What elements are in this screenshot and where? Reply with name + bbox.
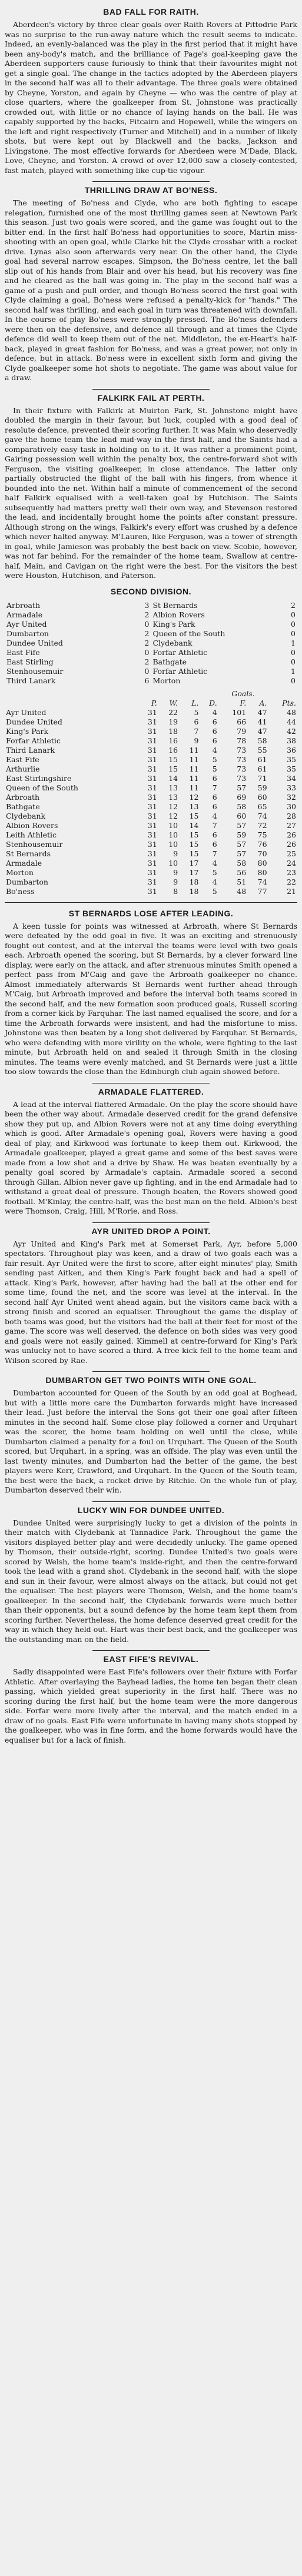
- home-team: Dundee United: [6, 638, 63, 647]
- header-p: P.: [151, 698, 157, 707]
- league-cell-d: 4: [212, 858, 217, 867]
- league-cell-pts: 36: [287, 745, 296, 754]
- league-cell-w: 13: [168, 783, 178, 792]
- home-score: 2: [144, 657, 150, 666]
- league-cell-a: 55: [257, 745, 267, 754]
- away-team: Albion Rovers: [152, 610, 205, 619]
- league-cell-f: 73: [237, 764, 247, 773]
- home-score: 6: [144, 676, 150, 685]
- league-cell-l: 14: [189, 820, 199, 830]
- home-team: East Stirling: [6, 657, 54, 666]
- league-cell-d: 5: [212, 886, 217, 896]
- league-cell-l: 11: [189, 745, 199, 754]
- league-cell-p: 31: [147, 886, 157, 896]
- header-a: A.: [259, 698, 267, 707]
- article-paragraph: Sadly disappointed were East Fife's followers over their fixture with Forfar Athletic. After overlaying the Bayhead ladies, the home ten began their clean passing, which yielded great superiority in the first half. There was no scoring during the first half, but the home team were the more dangerous side. Forfar were more lively after the interval, and the match ended in a draw of no goals. East Fife were unfortunate in having many shots stopped by the goalkeeper, who was in fine form, and the home forwards would have the equaliser but for a lack of finish.: [5, 1667, 297, 1744]
- league-row: [5, 746, 297, 755]
- league-cell-p: 31: [147, 783, 157, 792]
- league-cell-pts: 34: [287, 773, 296, 783]
- away-score: 1: [291, 638, 296, 647]
- divider: [92, 1650, 210, 1651]
- article-headline: EAST FIFE'S REVIVAL.: [103, 1654, 199, 1664]
- league-cell-club: Leith Athletic: [6, 830, 57, 839]
- league-cell-w: 10: [168, 820, 178, 830]
- league-header-row: [5, 699, 297, 708]
- article-dundee-united: [5, 1505, 297, 1645]
- league-cell-w: 16: [168, 736, 178, 745]
- league-cell-w: 8: [173, 886, 178, 896]
- league-cell-a: 74: [257, 811, 267, 820]
- league-cell-l: 15: [189, 839, 199, 849]
- league-cell-club: King's Park: [6, 726, 49, 736]
- league-cell-f: 58: [237, 858, 247, 867]
- league-cell-club: East Stirlingshire: [6, 773, 72, 783]
- league-cell-d: 5: [212, 764, 217, 773]
- league-cell-p: 31: [147, 764, 157, 773]
- league-cell-a: 61: [257, 764, 267, 773]
- home-score: 2: [144, 638, 150, 647]
- league-cell-w: 18: [168, 726, 178, 736]
- league-cell-pts: 25: [287, 849, 296, 858]
- league-row: [5, 802, 297, 812]
- result-row: [5, 639, 297, 648]
- league-cell-d: 4: [212, 707, 217, 717]
- league-cell-w: 10: [168, 839, 178, 849]
- home-team: Stenhousemuir: [6, 666, 64, 676]
- away-score: 1: [291, 666, 296, 676]
- article-paragraph: Dundee United were surprisingly lucky to get a division of the points in their match with Clydebank at Tannadice Park. Throughout the game the visitors displayed better play and were decidedly unlucky. The game opened by Thomson, their outside-right, scoring. Dundee United's two goals were scored by Welsh, the home team's inside-right, and then the centre-forward took the lead with a grand shot. Clydebank in the second half, with the slope and sun in their favour, were almost always on the attack, but could not get the equaliser. The best players were Thomson, Welsh, and the home team's goalkeeper. In the second half, the Clydebank forwards were much better than their opponents, but a sound defence by the home team kept them from scoring further. Nevertheless, the home defence deserved great credit for the way in which they held out. Hart was their best back, and the goalkeeper was the outstanding man on the field.: [5, 1518, 297, 1644]
- away-team: Forfar Athletic: [152, 666, 208, 676]
- league-cell-d: 6: [212, 773, 217, 783]
- league-cell-p: 31: [147, 849, 157, 858]
- away-team: Clydebank: [152, 638, 193, 647]
- league-cell-club: East Fife: [6, 754, 39, 764]
- league-cell-p: 31: [147, 707, 157, 717]
- result-row: [5, 629, 297, 639]
- article-boness: [5, 185, 297, 383]
- article-paragraph: Dumbarton accounted for Queen of the South by an odd goal at Boghead, but with a little more care the Dumbarton forwards might have increased their lead. Just before the interval the Sons got their one goal after fifteen minutes in the second half. Some close play followed a corner and Urquhart was the scorer, the home team holding on well until the close, while Dumbarton claimed a penalty for a foul on Urquhart. The Queen of the South scored, but Urquhart, in a spring, was an offside. The play was even until the last twenty minutes, and Dumbarton had the better of the game, the best players were Kerr, Crawford, and Urquhart. In the Queen of the South team, the best were the back, a rocket drive by Ritchie. On the whole fun of play, Dumbarton deserved their win.: [5, 1388, 297, 1494]
- league-cell-f: 57: [237, 839, 247, 849]
- league-cell-pts: 44: [287, 717, 296, 726]
- league-cell-club: Stenhousemuir: [6, 839, 63, 849]
- league-cell-f: 57: [237, 820, 247, 830]
- league-cell-d: 6: [212, 736, 217, 745]
- league-cell-club: Third Lanark: [6, 745, 55, 754]
- league-cell-l: 18: [189, 886, 199, 896]
- league-cell-p: 31: [147, 820, 157, 830]
- divider: [92, 1222, 210, 1223]
- league-cell-w: 13: [168, 792, 178, 802]
- league-cell-club: Albion Rovers: [6, 820, 58, 830]
- league-cell-w: 12: [168, 802, 178, 811]
- league-cell-d: 5: [212, 867, 217, 877]
- league-cell-f: 73: [237, 745, 247, 754]
- league-cell-d: 6: [212, 717, 217, 726]
- league-cell-f: 60: [237, 811, 247, 820]
- league-cell-l: 17: [189, 858, 199, 867]
- league-cell-l: 9: [194, 736, 199, 745]
- home-team: Ayr United: [6, 619, 47, 629]
- divider: [92, 1501, 210, 1502]
- league-cell-l: 11: [189, 764, 199, 773]
- league-cell-w: 12: [168, 811, 178, 820]
- section-title: SECOND DIVISION.: [110, 586, 192, 596]
- league-cell-f: 101: [232, 707, 247, 717]
- league-cell-w: 15: [168, 764, 178, 773]
- league-cell-l: 6: [194, 717, 199, 726]
- league-cell-w: 22: [168, 707, 178, 717]
- away-score: 0: [291, 657, 296, 666]
- league-cell-pts: 22: [287, 877, 296, 886]
- league-cell-club: Arbroath: [6, 792, 40, 802]
- league-cell-pts: 30: [287, 802, 296, 811]
- league-cell-l: 15: [189, 830, 199, 839]
- article-paragraph: Aberdeen's victory by three clear goals over Raith Rovers at Pittodrie Park was no surprise to the run-away nature which the result seems to indicate. Indeed, an evenly-balanced was the play in the first period that it might have been any-body's match, and the brilliance of Page's goal-keeping gave the Aberdeen supporters cause furiously to think that their favourites might not get a single goal. The change in the tactics adopted by the Aberdeen players in the second half was all to their advantage. The three goals were obtained by Cheyne, Yorston, and again by Cheyne — who was the centre of play at close quarters, where the goalkeeper from St. Johnstone was practically crowded out, with little or no chance of laying hands on the ball. He was capably supported by the backs, Fitcairn and Hopewell, while the wingers on the left and right respectively (Turner and Mitchell) and in a number of likely shots, but were kept out by Blackwell and the backs, Jackson and Livingstone. The most effective forwards for Aberdeen were M'Dade, Black, Love, Cheyne, and Yorston. A crowd of over 12,000 saw a closely-contested, fast match, played with something like cup-tie vigour.: [5, 20, 297, 175]
- league-cell-pts: 28: [287, 811, 296, 820]
- league-cell-f: 78: [237, 736, 247, 745]
- away-team: King's Park: [152, 619, 195, 629]
- league-row: [5, 830, 297, 840]
- league-row: [5, 736, 297, 746]
- league-cell-d: 7: [212, 820, 217, 830]
- article-paragraph: The meeting of Bo'ness and Clyde, who are both fighting to escape relegation, furnished one of the most thrilling games seen at Newtown Park this season. Just two goals were scored, and the game was fought out to the bitter end. In the first half Bo'ness had opportunities to score, Martin miss-shooting with an open goal, while Clarke hit the Clyde crossbar with a rocket drive. Lynas also soon afterwards very near. On the other hand, the Clyde goal had several narrow escapes. Simpson, the Bo'ness centre, let the ball slip out of his hands from Blair and over his head, but his recovery was fine and he cleared as the ball was going in. The play in the second half was a game of a push and pull order, and though Bo'ness scored the first goal with Clyde claiming a goal, Bo'ness were refused a penalty-kick for "hands." The second half was thrilling, and each goal in turn was threatened with downfall. In the course of play Bo'ness were strongly pressed. The Bo'ness defenders were then on the defensive, and defence all through and at times the Clyde defence did well to keep them out of the net. Middleton, the ex-Heart's half-back, played in great fashion for Bo'ness, and was a great power, not only in defence, but in attack. Bo'ness were in excellent sixth form and giving the Clyde goalkeeper some hot shots to negotiate. The game was about value for a draw.: [5, 198, 297, 382]
- article-ayr-united: [5, 1226, 297, 1366]
- league-row: [5, 812, 297, 821]
- league-cell-d: 6: [212, 792, 217, 802]
- league-row: [5, 859, 297, 868]
- article-headline: LUCKY WIN FOR DUNDEE UNITED.: [77, 1505, 225, 1515]
- league-cell-f: 58: [237, 802, 247, 811]
- league-cell-pts: 35: [287, 754, 296, 764]
- league-cell-w: 9: [173, 867, 178, 877]
- league-cell-d: 6: [212, 802, 217, 811]
- league-cell-d: 6: [212, 839, 217, 849]
- league-row: [5, 840, 297, 849]
- league-cell-f: 59: [237, 830, 247, 839]
- league-cell-a: 80: [257, 858, 267, 867]
- league-cell-p: 31: [147, 867, 157, 877]
- league-cell-p: 31: [147, 736, 157, 745]
- league-cell-club: Armadale: [6, 858, 42, 867]
- league-cell-a: 60: [257, 792, 267, 802]
- league-row: [5, 783, 297, 793]
- home-score: 0: [144, 619, 150, 629]
- article-east-fife: [5, 1654, 297, 1745]
- league-cell-d: 4: [212, 877, 217, 886]
- article-paragraph: Ayr United and King's Park met at Somerset Park, Ayr, before 5,000 spectators. Throughout play was keen, and a draw of two goals each was a fair result. Ayr United were the first to score, after eight minutes' play, Smith sending past Aitken, and then King's Park fought back and had a spell of attack. King's Park, however, after having had the ball at the other end for some time, found the net, and the score was level at the interval. In the second half Ayr United went ahead again, but the visitors came back with a strong finish and scored an equaliser. Throughout the game the display of both teams was good, but the visitors had the ball at their feet for most of the game. The score was well deserved, the defence on both sides was very good and goals were not easily gained. Kimmell at centre-forward for King's Park was unlucky not to have scored a third. A free kick fell to the home team and Wilson scored by Rae.: [5, 1239, 297, 1365]
- league-cell-w: 10: [168, 830, 178, 839]
- home-team: Third Lanark: [6, 676, 56, 685]
- header-d: D.: [209, 698, 217, 707]
- league-cell-club: Bo'ness: [6, 886, 35, 896]
- league-cell-pts: 33: [287, 783, 296, 792]
- league-row: [5, 821, 297, 830]
- league-row: [5, 849, 297, 859]
- league-cell-l: 12: [189, 792, 199, 802]
- header-l: L.: [191, 698, 199, 707]
- league-cell-l: 11: [189, 773, 199, 783]
- league-cell-d: 4: [212, 811, 217, 820]
- league-cell-f: 57: [237, 783, 247, 792]
- league-cell-l: 7: [194, 726, 199, 736]
- header-w: W.: [169, 698, 178, 707]
- league-cell-d: 7: [212, 783, 217, 792]
- league-cell-d: 4: [212, 745, 217, 754]
- league-cell-a: 71: [257, 773, 267, 783]
- league-cell-a: 65: [257, 802, 267, 811]
- league-cell-l: 13: [189, 802, 199, 811]
- league-cell-p: 31: [147, 877, 157, 886]
- league-cell-pts: 27: [287, 820, 296, 830]
- league-cell-a: 72: [257, 820, 267, 830]
- league-cell-p: 31: [147, 773, 157, 783]
- result-row: [5, 610, 297, 620]
- league-cell-pts: 23: [287, 867, 296, 877]
- league-cell-a: 75: [257, 830, 267, 839]
- league-cell-pts: 24: [287, 858, 296, 867]
- article-paragraph: A keen tussle for points was witnessed at Arbroath, where St Bernards were defeated by the odd goal in five. It was an exciting and strenuously fought out contest, and at the interval the teams were level with two goals each. Arbroath opened the scoring, but St Bernards, by a clever forward line display, were early on the attack, and after strenuous minutes Smith opened a perfect pass from M'Caig and gave the Arbroath goalkeeper no chance. Almost immediately afterwards St Bernards went further ahead through M'Caig, but Arbroath improved and before the interval both teams scored in the second half, and the new formation soon produced goals, Russell scoring from a corner kick by Farquhar. The last named equalised the score, and for a time the Arbroath forwards were insistent, and had the misfortune to miss. Johnstone was then beaten by a long shot delivered by Farquhar. St Bernards, who were defending with more virility on the whole, were fighting to the last minute, but Arbroath held on and sealed it through Smith in the closing minutes. The teams were evenly matched, and St Bernards were just a little too slow towards the close than the Edinburgh club again showed before.: [5, 921, 297, 1076]
- article-dumbarton: [5, 1375, 297, 1495]
- league-row: [5, 877, 297, 887]
- league-cell-pts: 26: [287, 839, 296, 849]
- league-cell-f: 48: [237, 886, 247, 896]
- header-f: F.: [240, 698, 247, 707]
- league-cell-w: 9: [173, 849, 178, 858]
- league-row: [5, 755, 297, 765]
- league-cell-w: 10: [168, 858, 178, 867]
- league-cell-p: 31: [147, 839, 157, 849]
- divider: [92, 389, 210, 390]
- league-row: [5, 717, 297, 727]
- home-score: 2: [144, 629, 150, 638]
- league-cell-p: 31: [147, 745, 157, 754]
- league-cell-pts: 26: [287, 830, 296, 839]
- article-raith: [5, 7, 297, 175]
- league-cell-a: 58: [257, 736, 267, 745]
- league-cell-p: 31: [147, 754, 157, 764]
- league-cell-f: 79: [237, 726, 247, 736]
- league-cell-f: 73: [237, 754, 247, 764]
- result-row: [5, 648, 297, 657]
- league-cell-a: 47: [257, 726, 267, 736]
- home-score: 0: [144, 666, 150, 676]
- header-pts: Pts.: [282, 698, 296, 707]
- league-cell-p: 31: [147, 858, 157, 867]
- league-cell-p: 31: [147, 802, 157, 811]
- league-cell-pts: 38: [287, 736, 296, 745]
- result-row: [5, 601, 297, 610]
- away-team: Queen of the South: [152, 629, 225, 638]
- away-score: 2: [291, 600, 296, 610]
- article-paragraph: In their fixture with Falkirk at Muirton Park, St. Johnstone might have doubled the margin in their favour, but luck, coupled with a good deal of resolute defence, prevented their scoring further. It was Main who deservedly gave the home team the lead mid-way in the first half, and the Saints had a comparatively easy task in holding on to it. It was rather a prominent point, Gairing possession well within the penalty box, the centre-forward shot with Ferguson, the visiting goalkeeper, in close attendance. The latter only partially obstructed the flight of the ball with his fingers, from whence it bounded into the net. Within half a minute of commencement of the second half Falkirk equalised with a well-taken goal by Hutchison. The Saints subsequently had matters pretty well their own way, and Stevenson restored the lead, and incidentally brought home the points after constant pressure. Although strong on the wings, Falkirk's every effort was crushed by a defence which never halted anyway. M'Lauren, like Ferguson, was a tower of strength in goal, while Jamieson was probably the best back on view. Scobie, however, was not far behind. For the remainder of the home team, Swallow at centre-half, Main, and Cavigan on the right were the best. For the visitors the best were Houston, Hutchison, and Paterson.: [5, 405, 297, 580]
- league-cell-a: 80: [257, 867, 267, 877]
- league-cell-w: 15: [168, 754, 178, 764]
- league-cell-club: St Bernards: [6, 849, 51, 858]
- league-cell-a: 59: [257, 783, 267, 792]
- divider: [92, 1371, 210, 1372]
- league-cell-a: 61: [257, 754, 267, 764]
- league-row: [5, 727, 297, 736]
- league-cell-pts: 42: [287, 726, 296, 736]
- article-paragraph: A lead at the interval flattered Armadale. On the play the score should have been the other way about. Armadale deserved credit for the grand defensive show they put up, and Albion Rovers were not at any time doing everything which is good. After Armadale's opening goal, Rovers were having a good deal of play, and Kirkwood was fortunate to keep them out. Kirkwood, the Armadale goalkeeper, played a great game and some of the best saves were made from a low shot and a drive by Shaw. He was beaten eventually by a penalty goal scored by Armadale's captain. Armadale scored a second through Gillan. Albion never gave up fighting, and in the end Armadale had to withstand a great deal of pressure. Though beaten, the Rovers showed good football. M'Kinlay, the centre-half, was the best man on the field. Albion's best were Thomson, Craig, Hill, M'Rorie, and Ross.: [5, 1099, 297, 1215]
- league-cell-l: 18: [189, 877, 199, 886]
- league-cell-d: 6: [212, 726, 217, 736]
- league-cell-p: 31: [147, 811, 157, 820]
- league-cell-club: Bathgate: [6, 802, 40, 811]
- league-cell-f: 73: [237, 773, 247, 783]
- divider: [5, 902, 297, 903]
- article-headline: THRILLING DRAW AT BO'NESS.: [84, 185, 218, 195]
- league-cell-w: 14: [168, 773, 178, 783]
- league-cell-club: Ayr United: [6, 707, 47, 717]
- goals-header: Goals.: [231, 689, 255, 698]
- article-headline: AYR UNITED DROP A POINT.: [91, 1226, 211, 1236]
- home-team: Arbroath: [6, 600, 41, 610]
- article-armadale: [5, 1087, 297, 1216]
- league-cell-pts: 35: [287, 764, 296, 773]
- article-st-bernards: [5, 909, 297, 1077]
- league-cell-d: 6: [212, 830, 217, 839]
- league-cell-a: 74: [257, 877, 267, 886]
- away-score: 0: [291, 610, 296, 619]
- league-cell-w: 16: [168, 745, 178, 754]
- away-score: 0: [291, 629, 296, 638]
- league-cell-a: 41: [257, 717, 267, 726]
- home-score: 3: [144, 600, 150, 610]
- league-cell-p: 31: [147, 792, 157, 802]
- second-division-section: [5, 587, 297, 896]
- league-row: [5, 708, 297, 717]
- league-cell-pts: 48: [287, 707, 296, 717]
- result-row: [5, 657, 297, 667]
- article-falkirk: [5, 393, 297, 581]
- league-cell-l: 5: [194, 707, 199, 717]
- divider: [92, 181, 210, 182]
- league-cell-f: 57: [237, 849, 247, 858]
- home-team: Armadale: [6, 610, 43, 619]
- league-cell-club: Forfar Athletic: [6, 736, 61, 745]
- article-headline: ARMADALE FLATTERED.: [98, 1086, 204, 1096]
- league-cell-f: 51: [237, 877, 247, 886]
- league-cell-pts: 21: [287, 886, 296, 896]
- league-row: [5, 868, 297, 877]
- league-goals-header-row: [5, 689, 297, 699]
- result-row: [5, 667, 297, 676]
- league-cell-p: 31: [147, 726, 157, 736]
- league-row: [5, 793, 297, 802]
- league-cell-club: Morton: [6, 867, 34, 877]
- home-score: 2: [144, 610, 150, 619]
- league-cell-f: 56: [237, 867, 247, 877]
- league-cell-l: 17: [189, 867, 199, 877]
- league-cell-a: 47: [257, 707, 267, 717]
- article-headline: ST BERNARDS LOSE AFTER LEADING.: [68, 908, 234, 918]
- article-headline: BAD FALL FOR RAITH.: [103, 7, 199, 16]
- article-headline: FALKIRK FAIL AT PERTH.: [97, 393, 205, 403]
- away-team: Morton: [152, 676, 181, 685]
- league-cell-l: 11: [189, 754, 199, 764]
- home-team: Dumbarton: [6, 629, 49, 638]
- result-row: [5, 676, 297, 686]
- league-cell-l: 15: [189, 849, 199, 858]
- league-cell-p: 31: [147, 717, 157, 726]
- home-score: 0: [144, 647, 150, 657]
- result-row: [5, 620, 297, 629]
- league-table: [5, 689, 297, 896]
- league-cell-a: 70: [257, 849, 267, 858]
- league-cell-club: Arthurlie: [6, 764, 40, 773]
- league-row: [5, 774, 297, 783]
- league-cell-pts: 32: [287, 792, 296, 802]
- league-row: [5, 887, 297, 896]
- league-cell-p: 31: [147, 830, 157, 839]
- league-cell-l: 11: [189, 783, 199, 792]
- away-team: St Bernards: [152, 600, 198, 610]
- league-row: [5, 765, 297, 774]
- league-cell-club: Dundee United: [6, 717, 62, 726]
- away-score: 0: [291, 676, 296, 685]
- league-cell-club: Clydebank: [6, 811, 46, 820]
- article-headline: DUMBARTON GET TWO POINTS WITH ONE GOAL.: [45, 1375, 257, 1385]
- league-cell-f: 69: [237, 792, 247, 802]
- away-score: 0: [291, 619, 296, 629]
- league-cell-f: 66: [237, 717, 247, 726]
- away-score: 0: [291, 647, 296, 657]
- league-cell-a: 76: [257, 839, 267, 849]
- away-team: Bathgate: [152, 657, 187, 666]
- league-cell-club: Queen of the South: [6, 783, 78, 792]
- league-cell-a: 77: [257, 886, 267, 896]
- league-cell-w: 19: [168, 717, 178, 726]
- home-team: East Fife: [6, 647, 40, 657]
- away-team: Forfar Athletic: [152, 647, 208, 657]
- league-cell-w: 9: [173, 877, 178, 886]
- results-table: [5, 601, 297, 686]
- league-cell-l: 15: [189, 811, 199, 820]
- league-cell-d: 5: [212, 754, 217, 764]
- league-cell-d: 7: [212, 849, 217, 858]
- league-cell-club: Dumbarton: [6, 877, 48, 886]
